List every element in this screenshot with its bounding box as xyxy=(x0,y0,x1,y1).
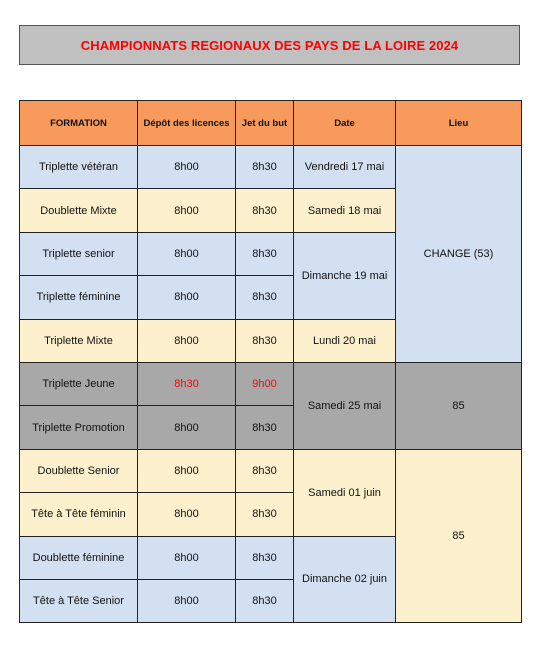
page-title: CHAMPIONNATS REGIONAUX DES PAYS DE LA LOIRE 2024 xyxy=(80,37,459,53)
cell-depot: 8h00 xyxy=(138,232,236,275)
cell-formation: Tête à Tête féminin xyxy=(20,493,138,536)
cell-jet: 8h30 xyxy=(236,276,294,319)
cell-jet: 8h30 xyxy=(236,449,294,492)
cell-jet: 8h30 xyxy=(236,232,294,275)
cell-formation: Triplette Promotion xyxy=(20,406,138,449)
cell-jet: 8h30 xyxy=(236,146,294,189)
cell-formation: Doublette Senior xyxy=(20,449,138,492)
cell-date: Samedi 01 juin xyxy=(294,449,396,536)
cell-depot: 8h00 xyxy=(138,449,236,492)
header-lieu: Lieu xyxy=(396,101,522,146)
cell-date: Lundi 20 mai xyxy=(294,319,396,362)
cell-jet: 8h30 xyxy=(236,189,294,232)
cell-depot: 8h00 xyxy=(138,579,236,622)
cell-jet: 9h00 xyxy=(236,362,294,405)
cell-depot: 8h00 xyxy=(138,536,236,579)
cell-date: Samedi 18 mai xyxy=(294,189,396,232)
cell-formation: Triplette féminine xyxy=(20,276,138,319)
cell-depot: 8h00 xyxy=(138,146,236,189)
cell-depot: 8h00 xyxy=(138,189,236,232)
cell-depot: 8h30 xyxy=(138,362,236,405)
cell-date: Vendredi 17 mai xyxy=(294,146,396,189)
cell-formation: Triplette Mixte xyxy=(20,319,138,362)
cell-date: Dimanche 02 juin xyxy=(294,536,396,623)
cell-lieu: 85 xyxy=(396,362,522,449)
header-depot: Dépôt des licences xyxy=(138,101,236,146)
cell-depot: 8h00 xyxy=(138,493,236,536)
cell-jet: 8h30 xyxy=(236,536,294,579)
cell-date: Dimanche 19 mai xyxy=(294,232,396,319)
header-jet: Jet du but xyxy=(236,101,294,146)
cell-lieu: 85 xyxy=(396,449,522,623)
table-row xyxy=(20,449,522,492)
cell-date: Samedi 25 mai xyxy=(294,362,396,449)
table-row xyxy=(20,146,522,189)
cell-jet: 8h30 xyxy=(236,493,294,536)
header-formation: FORMATION xyxy=(20,101,138,146)
cell-formation: Doublette Mixte xyxy=(20,189,138,232)
table-row xyxy=(20,362,522,405)
cell-formation: Doublette féminine xyxy=(20,536,138,579)
page-title-banner xyxy=(19,25,520,65)
cell-depot: 8h00 xyxy=(138,406,236,449)
schedule-table xyxy=(19,100,522,623)
cell-jet: 8h30 xyxy=(236,406,294,449)
table-header-row xyxy=(20,101,522,146)
cell-jet: 8h30 xyxy=(236,319,294,362)
cell-formation: Triplette Jeune xyxy=(20,362,138,405)
cell-formation: Triplette vétéran xyxy=(20,146,138,189)
cell-lieu: CHANGE (53) xyxy=(396,146,522,363)
cell-formation: Tête à Tête Senior xyxy=(20,579,138,622)
cell-depot: 8h00 xyxy=(138,276,236,319)
cell-formation: Triplette senior xyxy=(20,232,138,275)
header-date: Date xyxy=(294,101,396,146)
cell-jet: 8h30 xyxy=(236,579,294,622)
cell-depot: 8h00 xyxy=(138,319,236,362)
